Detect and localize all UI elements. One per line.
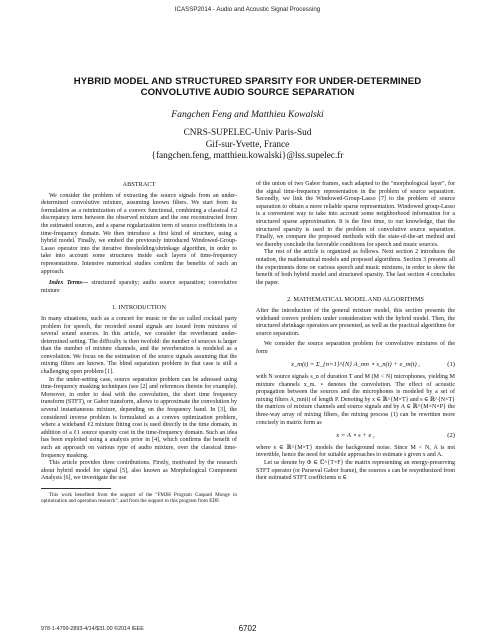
equation-1-body: x_m(t) = Σ_{n=1}^{N} A_mn ⋆ s_n(t) + e_m(t) ,	[290, 361, 421, 369]
section2-heading: 2. MATHEMATICAL MODEL AND ALGORITHMS	[287, 296, 424, 304]
section2-paragraph-5: Let us denote by Φ ∈ ℂ^{T×F} the matrix representing an energy-preserving STFT operator (or Parseval Gabor frame), the sources s can be resynthesized from their estimated STFT coefficients α ∈	[256, 460, 455, 482]
index-terms-label: Index Terms—	[49, 280, 88, 287]
intro-heading: 1. INTRODUCTION	[112, 304, 166, 312]
section2-paragraph-4: where e ∈ ℝ^{M×T} models the background noise. Since M < N, A is not invertible, hence the need for suitable approaches to estimate s given x and A.	[256, 444, 455, 459]
conference-header: ICASSP2014 - Audio and Acoustic Signal Processing	[174, 6, 321, 13]
abstract-heading: ABSTRACT	[122, 181, 156, 188]
index-terms	[41, 280, 237, 295]
copyright-footer: 978-1-4799-2893-4/14/$31.00 ©2014 IEEE	[41, 626, 144, 632]
footnote-divider	[41, 488, 111, 489]
footnote: This work benefited from the support of the "FMJH Program Gaspard Monge in optimization and operation research", and from the support to this program from EDF.	[41, 491, 237, 505]
equation-1-number: (1)	[447, 361, 455, 369]
right-paragraph-1: of the union of two Gabor frames, each adapted to the "morphological layer", for the signal time-frequency representation in the problem of source separation. Secondly, we link the Windowed-Group-Lasso [7] to the problem of source separation to obtain a more reliable sparse representation. Windowed group-Lasso is a convenient way to take into account some neighborhood information for a structured sparse approximation. It is the first time, to our knowledge, that the structured sparsity is used in the problem of convolutive source separation. Finally, we compare the proposed methods with the state-of-the-art method and we thereby conclude the favorable conditions for speech and music sources.	[256, 181, 455, 248]
section2-paragraph-3: with N source signals s_n of duration T and M (M < N) microphones, yielding M mixture channels x_m. ⋆ denotes the convolution. The effect of acoustic propagation between the sources and the microphones is modeled by a set of mixing filters A_mn(t) of length P. Denoting by x ∈ ℝ^{M×T} and s ∈ ℝ^{N×T} the matrices of mixture channels and source signals and by A ∈ ℝ^{M×N×P} the three-way array of mixing filters, the mixing process (1) can be rewritten more concisely in matrix form as	[256, 374, 455, 426]
equation-2-body: x = A ⋆ s + e ,	[336, 432, 375, 440]
affiliation-email: {fangchen.feng, matthieu.kowalski}@lss.supelec.fr	[151, 151, 344, 162]
intro-paragraph-2: In the under-setting case, source separation problem can be adressed using time-frequency masking techniques (see [2] and references therein for example). Moreover, in order to deal with the convolution, the short time frequency transform (STFT), or Gabor transform, allows to approximate the convolution by several instantaneous mixture, depending on the frequency band. In [3], the considered inverse problem is formulated as a convex optimization problem, where a wideband ℓ2 mixture fitting cost is used directly in the time domain, in addition of a ℓ1 source sparsity cost in the time-frequency domain. Such an idea has been exploited using a analysis prior in [4], which confirms the benefit of such an approach on various type of audio mixture, over the classical time-frequency masking.	[41, 376, 237, 459]
right-paragraph-2: The rest of the article is organized as follows. Next section 2 introduces the notation, the mathematical models and proposed algorithms. Section 3 presents all the experiments done on various speech and music mixtures, in order to show the benefit of both hybrid model and structured sparsity. The last section 4 concludes the paper.	[256, 249, 455, 286]
paper-authors: Fangchen Feng and Matthieu Kowalski	[171, 109, 324, 120]
equation-2-number: (2)	[447, 432, 455, 440]
affiliation-line1: CNRS-SUPELEC-Univ Paris-Sud	[183, 128, 312, 138]
abstract-text: We consider the problem of extracting the source signals from an under-determined convolutive mixture, assuming known filters. We start from its formulation as a minimization of a convex functional, combining a classical ℓ2 discrepancy term between the observed mixture and the one reconstructed from the estimated sources, and a sparse regularization term of source coefficients in a time-frequency domain. We then introduce a first kind of structure, using a hybrid model. Finally, we embed the previously introduced Windowed-Group-Lasso operator into the iterative thresholding/shrinkage algorithm, in order to take into account some structures inside each layers of time-frequency representations. Intensive numerical studies confirm the benefits of such an approach.	[41, 192, 237, 275]
affiliation-line2: Gif-sur-Yvette, France	[205, 139, 290, 150]
intro-paragraph-1: In many situations, such as a concert for music or the so called cocktail party problem for speech, the recorded sound signals are issued from mixtures of several sound sources. In this article, we consider the reverberant under-determined setting. The difficulty is then twofold: the number of sources is larger than the number of mixture channels, and the reverberation is modeled as a convolution. We focus on the estimation of the source signals assuming that the mixing filters are known. The blind separation problem in that case is still a challenging open problem [1].	[41, 315, 237, 376]
paper-title: HYBRID MODEL AND STRUCTURED SPARSITY FOR UNDER-DETERMINED CONVOLUTIVE AUDIO SOURCE SEPARATION	[73, 76, 422, 99]
equation-2	[256, 432, 455, 440]
intro-paragraph-3: This article provides three contributions. Firstly, motivated by the research about hybrid model for signal [5], also known as Morphological Component Analysis [6], we investigate the use	[41, 460, 237, 482]
equation-1	[256, 361, 455, 369]
right-column	[256, 181, 455, 483]
index-terms-text: structured sparsity; audio source separation; convolutive mixture	[41, 280, 237, 294]
page-number: 6702	[238, 624, 257, 633]
section2-paragraph-1: After the introduction of the general mixture model, this section presents the wideband convex problem under consideration with the hybrid model. Then, the structured shrinkage operators are presented, as well as the practical algorithms for source separation.	[256, 307, 455, 337]
left-column	[41, 181, 237, 505]
affiliation	[0, 128, 495, 163]
section2-paragraph-2: We consider the source separation problem for convolutive mixtures of the form	[256, 341, 455, 355]
